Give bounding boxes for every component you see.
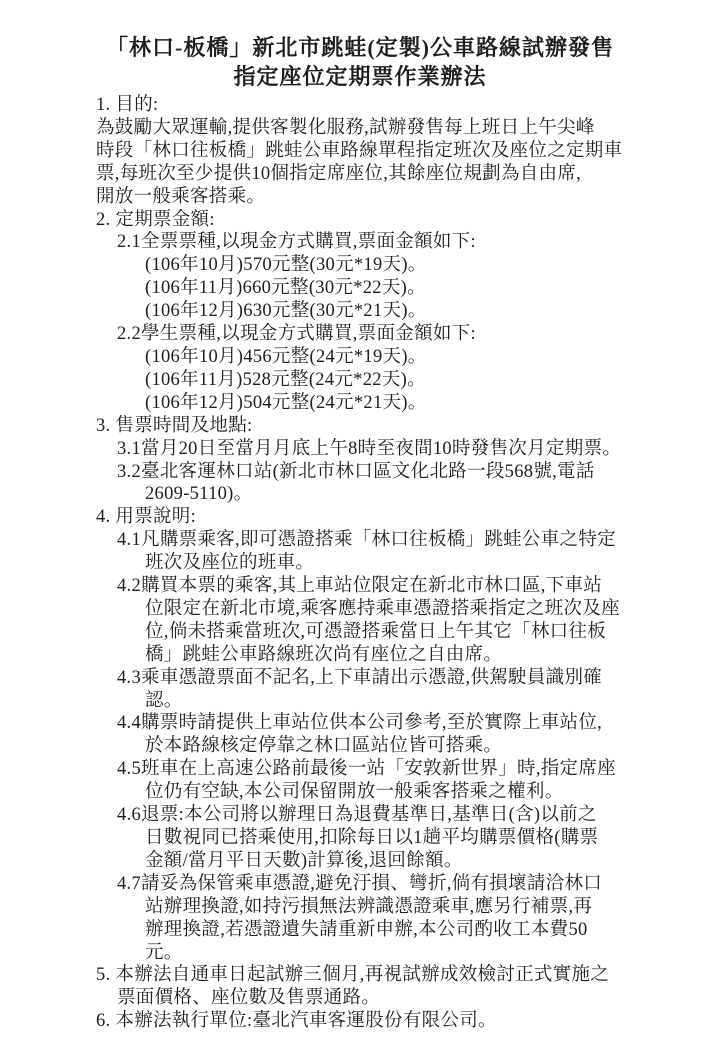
continuation-line: 元。 (145, 942, 183, 963)
section-6-operator (0, 1010, 720, 1033)
subitem-line: 3.2臺北客運林口站(新北市林口區文化北路一段568號,電話 (117, 461, 595, 482)
continuation-line: 金額/當月平日天數)計算後,退回餘額。 (145, 850, 463, 871)
section-5-trial-period (0, 964, 720, 1010)
section-3-heading: 3. 售票時間及地點: (96, 415, 253, 436)
subitem-line: 4.3乘車憑證票面不記名,上下車請出示憑證,供駕駛員識別確 (117, 667, 603, 688)
paragraph-line: 為鼓勵大眾運輸,提供客製化服務,試辦發售每上班日上午尖峰 (96, 117, 595, 138)
subitem-line: 4.1凡購票乘客,即可憑證搭乘「林口往板橋」跳蛙公車之特定 (117, 530, 616, 551)
section-2-fares (0, 209, 720, 415)
section-3-sales-time-place (0, 415, 720, 507)
continuation-line: 橋」跳蛙公車路線班次尚有座位之自由席。 (145, 644, 503, 665)
subitem-line: 4.5班車在上高速公路前最後一站「安敦新世界」時,指定席座 (117, 759, 616, 780)
section-5-line: 5. 本辦法自通車日起試辦三個月,再視試辦成效檢討正式實施之 (96, 965, 610, 986)
price-line: (106年12月)504元整(24元*21天)。 (145, 392, 427, 413)
subitem-line-full-fare: 2.1全票票種,以現金方式購買,票面金額如下: (117, 232, 476, 253)
subitem-line: 4.2購買本票的乘客,其上車站位限定在新北市林口區,下車站 (117, 576, 603, 597)
continuation-line: 班次及座位的班車。 (145, 553, 315, 574)
section-2-heading: 2. 定期票金額: (96, 209, 215, 230)
subitem-line: 4.4購票時請提供上車站位供本公司參考,至於實際上車站位, (117, 713, 603, 734)
section-6-line: 6. 本辦法執行單位:臺北汽車客運股份有限公司。 (96, 1011, 497, 1032)
paragraph-line: 時段「林口往板橋」跳蛙公車路線單程指定班次及座位之定期車 (96, 140, 623, 161)
document-body (0, 91, 720, 1033)
continuation-line: 位,倘未搭乘當班次,可憑證搭乘當日上午其它「林口往板 (145, 621, 607, 642)
section-4-usage (0, 506, 720, 964)
continuation-line: 辦理換證,若憑證遺失請重新申辦,本公司酌收工本費50 (145, 919, 588, 940)
continuation-line: 位仍有空缺,本公司保留開放一般乘客搭乘之權利。 (145, 782, 564, 803)
continuation-line: 2609-5110)。 (145, 484, 253, 505)
continuation-line: 日數視同已搭乘使用,扣除每日以1趟平均購票價格(購票 (145, 828, 599, 848)
price-line: (106年11月)660元整(30元*22天)。 (145, 278, 426, 299)
continuation-line: 位限定在新北市境,乘客應持乘車憑證搭乘指定之班次及座 (145, 598, 620, 619)
continuation-line: 於本路線核定停靠之林口區站位皆可搭乘。 (145, 736, 503, 757)
paragraph-line: 開放一般乘客搭乘。 (96, 186, 266, 207)
continuation-line: 票面價格、座位數及售票通路。 (117, 988, 381, 1009)
section-4-heading: 4. 用票說明: (96, 507, 197, 528)
price-line: (106年11月)528元整(24元*22天)。 (145, 369, 426, 390)
subitem-line-student-fare: 2.2學生票種,以現金方式購買,票面金額如下: (117, 324, 476, 345)
price-line: (106年10月)570元整(30元*19天)。 (145, 255, 427, 276)
title-line-1: 「林口-板橋」新北市跳蛙(定製)公車路線試辦發售 (106, 35, 614, 60)
subitem-line: 4.6退票:本公司將以辦理日為退費基準日,基準日(含)以前之 (117, 805, 597, 826)
document-title (0, 0, 720, 91)
price-line: (106年12月)630元整(30元*21天)。 (145, 301, 427, 322)
subitem-line: 3.1當月20日至當月月底上午8時至夜間10時發售次月定期票。 (117, 438, 622, 459)
price-line: (106年10月)456元整(24元*19天)。 (145, 346, 427, 367)
section-1-purpose (0, 94, 720, 209)
subitem-line: 4.7請妥為保管乘車憑證,避免汙損、彎折,倘有損壞請洽林口 (117, 873, 603, 894)
section-1-heading: 1. 目的: (96, 95, 159, 115)
paragraph-line: 票,每班次至少提供10個指定席座位,其餘座位規劃為自由席, (96, 163, 582, 184)
continuation-line: 站辦理換證,如持污損無法辨識憑證乘車,應另行補票,再 (145, 896, 593, 917)
title-line-2: 指定座位定期票作業辦法 (233, 64, 487, 89)
continuation-line: 認。 (145, 690, 183, 711)
